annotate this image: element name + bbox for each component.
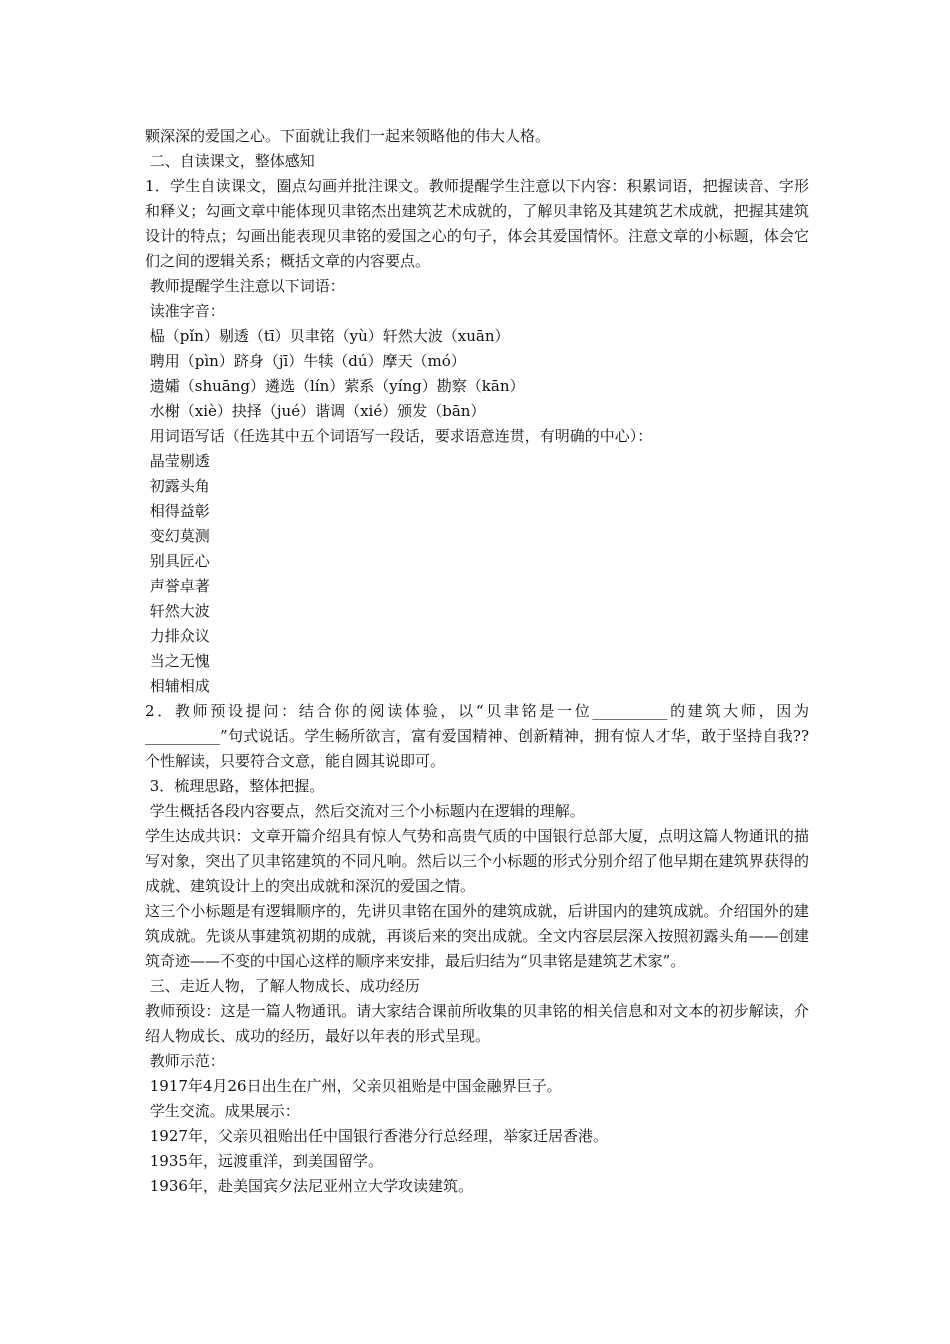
vocabulary-item: 相辅相成 <box>145 677 210 695</box>
vocabulary-item: 轩然大波 <box>145 602 210 620</box>
paragraph: 教师预设：这是一篇人物通讯。请大家结合课前所收集的贝聿铭的相关信息和对文本的初步解读，介绍人物成长、成功的经历，最好以年表的形式呈现。 <box>145 1002 809 1045</box>
vocabulary-item: 别具匠心 <box>145 552 210 570</box>
timeline-entry: 1936年，赴美国宾夕法尼亚州立大学攻读建筑。 <box>145 1177 473 1195</box>
vocabulary-item: 相得益彰 <box>145 502 210 520</box>
vocabulary-item: 力排众议 <box>145 627 210 645</box>
text-line: 教师提醒学生注意以下词语： <box>145 277 345 295</box>
timeline-entry: 1935年，远渡重洋，到美国留学。 <box>145 1152 383 1170</box>
text-line: 学生交流。成果展示： <box>145 1102 300 1120</box>
paragraph: 学生达成共识：文章开篇介绍具有惊人气势和高贵气质的中国银行总部大厦，点明这篇人物通讯的描写对象，突出了贝聿铭建筑的不同凡响。然后以三个小标题的形式分别介绍了他早期在建筑界获得的成就、建筑设计上的突出成就和深沉的爱国之情。 <box>145 827 809 895</box>
timeline-entry: 1917年4月26日出生在广州，父亲贝祖贻是中国金融界巨子。 <box>145 1077 562 1095</box>
pronunciation-line: 水榭（xiè）抉择（jué）谐调（xié）颁发（bān） <box>145 402 486 420</box>
paragraph: 1．学生自读课文，圈点勾画并批注课文。教师提醒学生注意以下内容：积累词语，把握读音、字形和释义；勾画文章中能体现贝聿铭杰出建筑艺术成就的，了解贝聿铭及其建筑艺术成就，把握其建筑设计的特点；勾画出能表现贝聿铭的爱国之心的句子，体会其爱国情怀。注意文章的小标题，体会它们之间的逻辑关系；概括文章的内容要点。 <box>145 177 809 270</box>
text-line: 读准字音： <box>145 302 225 320</box>
pronunciation-line: 聘用（pìn）跻身（jī）牛犊（dú）摩天（mó） <box>145 352 466 370</box>
pronunciation-line: 遗孀（shuāng）遴选（lín）萦系（yíng）勘察（kān） <box>145 377 525 395</box>
pronunciation-line: 榀（pǐn）剔透（tī）贝聿铭（yù）轩然大波（xuān） <box>145 327 510 345</box>
text-line: 用词语写话（任选其中五个词语写一段话，要求语意连贯，有明确的中心）： <box>145 427 653 445</box>
text-line: 颗深深的爱国之心。下面就让我们一起来领略他的伟大人格。 <box>145 127 551 145</box>
document-page <box>145 124 809 1199</box>
text-line: 教师示范： <box>145 1052 225 1070</box>
vocabulary-item: 变幻莫测 <box>145 527 210 545</box>
section-heading: 二、自读课文，整体感知 <box>145 152 315 170</box>
text-line: 3．梳理思路，整体把握。 <box>145 777 325 795</box>
timeline-entry: 1927年，父亲贝祖贻出任中国银行香港分行总经理，举家迁居香港。 <box>145 1127 608 1145</box>
vocabulary-item: 当之无愧 <box>145 652 210 670</box>
vocabulary-item: 声誉卓著 <box>145 577 210 595</box>
paragraph: 这三个小标题是有逻辑顺序的，先讲贝聿铭在国外的建筑成就，后讲国内的建筑成就。介绍国外的建筑成就。先谈从事建筑初期的成就，再谈后来的突出成就。全文内容层层深入按照初露头角——创建筑奇迹——不变的中国心这样的顺序来安排，最后归结为“贝聿铭是建筑艺术家”。 <box>145 902 809 970</box>
section-heading: 三、走近人物，了解人物成长、成功经历 <box>145 977 420 995</box>
paragraph: 2．教师预设提问：结合你的阅读体验，以“贝聿铭是一位__________的建筑大师，因为__________”句式说话。学生畅所欲言，富有爱国精神、创新精神，拥有惊人才华，敢于坚持自我??个性解读，只要符合文意，能自圆其说即可。 <box>145 702 809 770</box>
vocabulary-item: 初露头角 <box>145 477 210 495</box>
text-line: 学生概括各段内容要点，然后交流对三个小标题内在逻辑的理解。 <box>145 802 585 820</box>
vocabulary-item: 晶莹剔透 <box>145 452 210 470</box>
